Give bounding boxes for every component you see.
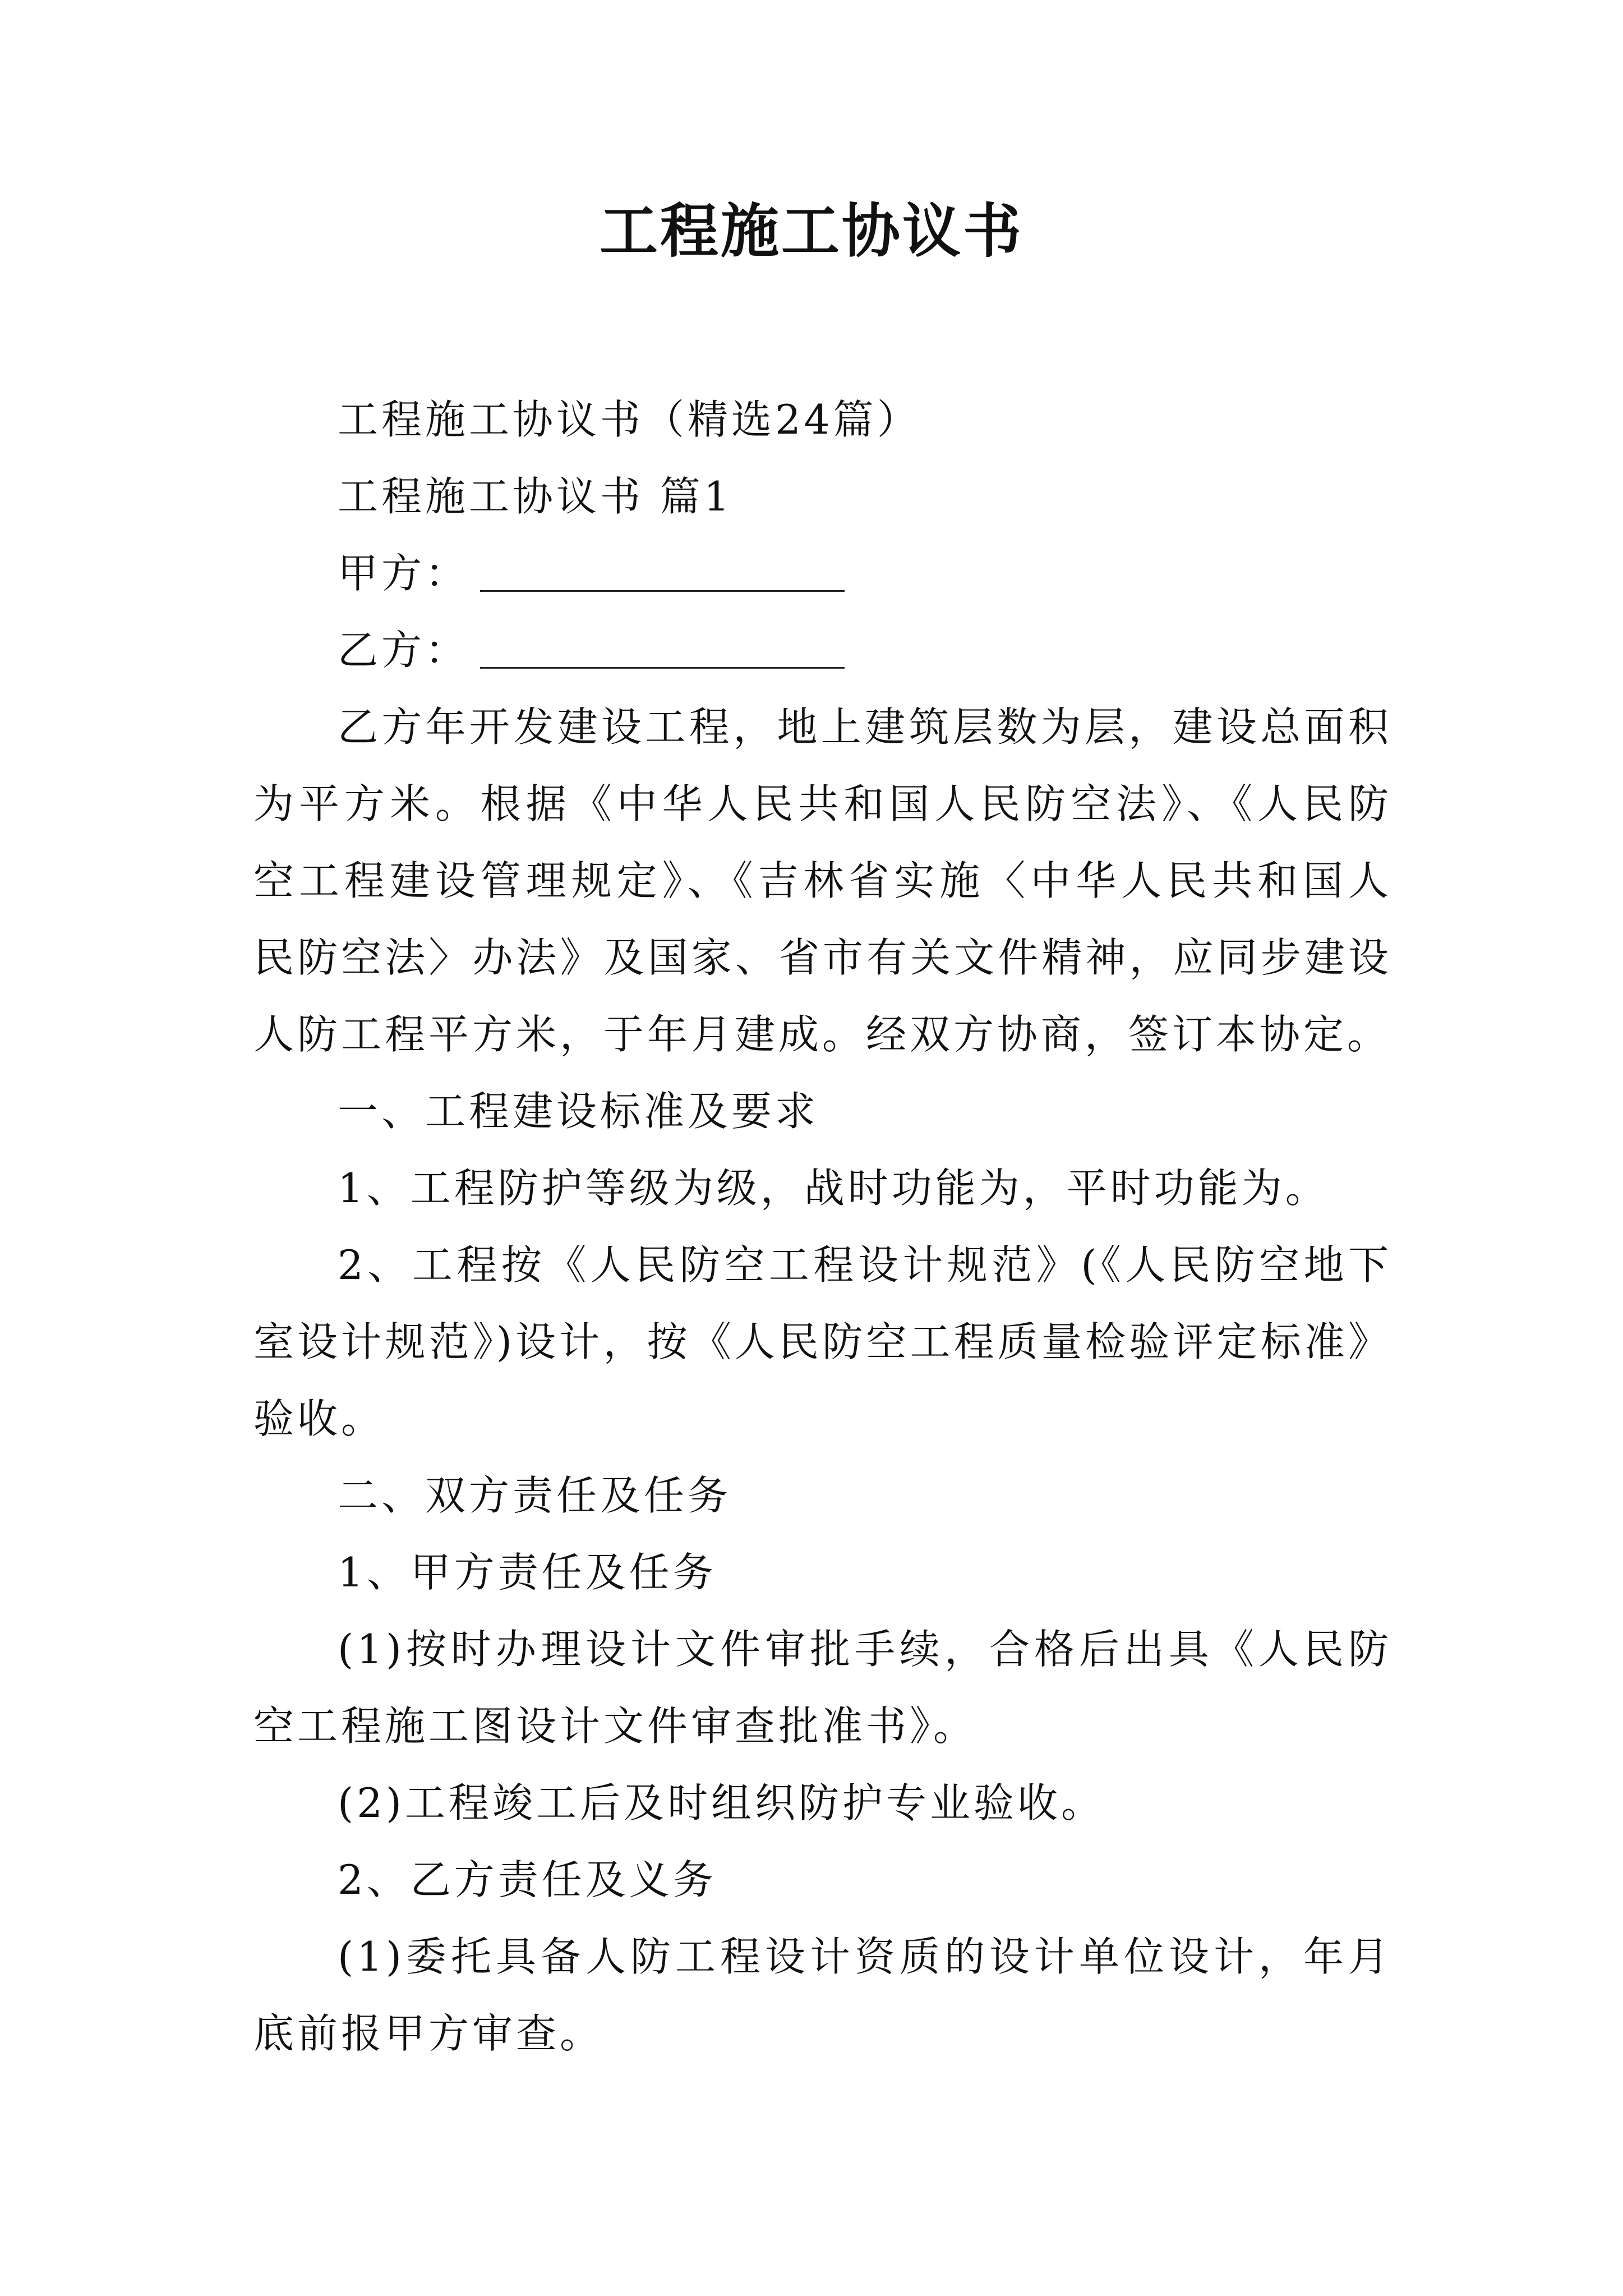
- heading-party-b-duties: 2、乙方责任及义务: [338, 1856, 717, 1903]
- item-protection-level: 1、工程防护等级为级，战时功能为，平时功能为。: [338, 1165, 1329, 1212]
- heading-standards: 一、工程建设标准及要求: [338, 1088, 819, 1135]
- document-subtitle: 工程施工协议书（精选24篇）: [338, 396, 921, 443]
- party-b-blank: [480, 666, 845, 669]
- party-b-line: [253, 612, 1392, 689]
- party-a-duty-1: (1)按时办理设计文件审批手续，合格后出具《人民防空工程施工图设计文件审查批准书》。: [253, 1626, 1392, 1750]
- section-title: 工程施工协议书 篇1: [338, 473, 733, 520]
- heading-responsibilities: 二、双方责任及任务: [338, 1472, 732, 1519]
- party-a-line: [253, 535, 1392, 612]
- item-design-spec: 2、工程按《人民防空工程设计规范》(《人民防空地下室设计规范》)设计，按《人民防空工程质量检验评定标准》验收。: [253, 1241, 1392, 1442]
- heading-party-a-duties: 1、甲方责任及任务: [338, 1549, 717, 1596]
- paragraph-intro: 乙方年开发建设工程，地上建筑层数为层，建设总面积为平方米。根据《中华人民共和国人民防空法》、《人民防空工程建设管理规定》、《吉林省实施〈中华人民共和国人民防空法〉办法》及国家、省市有关文件精神，应同步建设人防工程平方米，于年月建成。经双方协商，签订本协定。: [253, 703, 1392, 1058]
- document-title: 工程施工协议书: [599, 196, 1023, 265]
- party-b-label: 乙方：: [338, 627, 469, 674]
- party-b-duty-1: (1)委托具备人防工程设计资质的设计单位设计，年月底前报甲方审查。: [253, 1933, 1392, 2057]
- party-a-duty-2: (2)工程竣工后及时组织防护专业验收。: [338, 1779, 1105, 1826]
- party-a-blank: [480, 590, 845, 592]
- party-a-label: 甲方：: [338, 550, 469, 597]
- document-body: [253, 381, 1392, 2072]
